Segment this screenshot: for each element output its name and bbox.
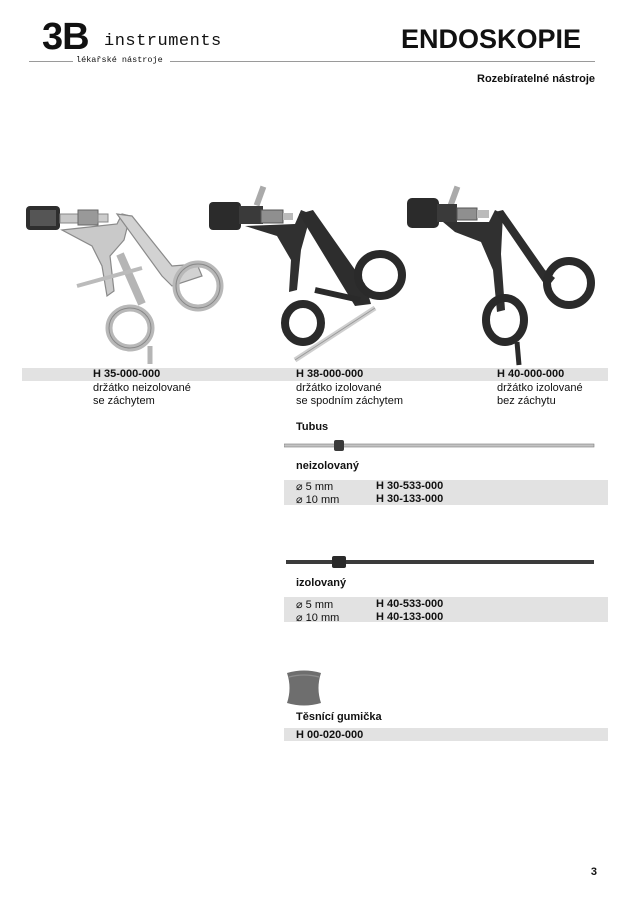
tube-uninsulated-image bbox=[284, 438, 596, 454]
seal-label: Těsnící gumička bbox=[296, 711, 382, 723]
seal-code: H 00-020-000 bbox=[296, 729, 364, 741]
page-number: 3 bbox=[590, 866, 597, 878]
uninsulated-row-1-code: H 30-533-000 bbox=[376, 480, 444, 492]
insulated-label: izolovaný bbox=[296, 577, 347, 589]
logo-mark: 3B bbox=[42, 16, 89, 58]
handle-insulated-no-ratchet-image bbox=[405, 180, 600, 370]
page-subtitle: Rozebíratelné nástroje bbox=[477, 73, 595, 85]
handle-1-desc-line2: se záchytem bbox=[93, 395, 155, 407]
handle-1-code: H 35-000-000 bbox=[93, 368, 161, 380]
insulated-row-2-size: ⌀ 10 mm bbox=[296, 612, 340, 624]
uninsulated-row-2-code: H 30-133-000 bbox=[376, 493, 444, 505]
tube-insulated-image bbox=[286, 554, 598, 570]
handle-2-desc-line1: držátko izolované bbox=[296, 382, 382, 394]
header-rule-left bbox=[29, 61, 73, 62]
uninsulated-row-2-size: ⌀ 10 mm bbox=[296, 494, 340, 506]
section-title: ENDOSKOPIE bbox=[400, 24, 581, 54]
insulated-row-1-size: ⌀ 5 mm bbox=[296, 599, 334, 611]
handle-3-desc-line2: bez záchytu bbox=[497, 395, 556, 407]
handle-insulated-ratchet-image bbox=[205, 180, 415, 370]
handle-3-desc-line1: držátko izolované bbox=[497, 382, 583, 394]
logo-tagline: lékařské nástroje bbox=[76, 55, 163, 65]
seal-image bbox=[283, 669, 325, 707]
handle-1-desc-line1: držátko neizolované bbox=[93, 382, 191, 394]
tubus-heading: Tubus bbox=[296, 421, 329, 433]
uninsulated-label: neizolovaný bbox=[296, 460, 359, 472]
header-rule-right bbox=[170, 61, 595, 62]
insulated-row-2-code: H 40-133-000 bbox=[376, 611, 444, 623]
handle-3-code: H 40-000-000 bbox=[497, 368, 565, 380]
insulated-row-1-code: H 40-533-000 bbox=[376, 598, 444, 610]
handle-uninsulated-image bbox=[22, 196, 232, 368]
uninsulated-row-1-size: ⌀ 5 mm bbox=[296, 481, 334, 493]
handle-2-code: H 38-000-000 bbox=[296, 368, 364, 380]
handle-2-desc-line2: se spodním záchytem bbox=[296, 395, 403, 407]
logo-wordmark: instruments bbox=[104, 32, 222, 51]
